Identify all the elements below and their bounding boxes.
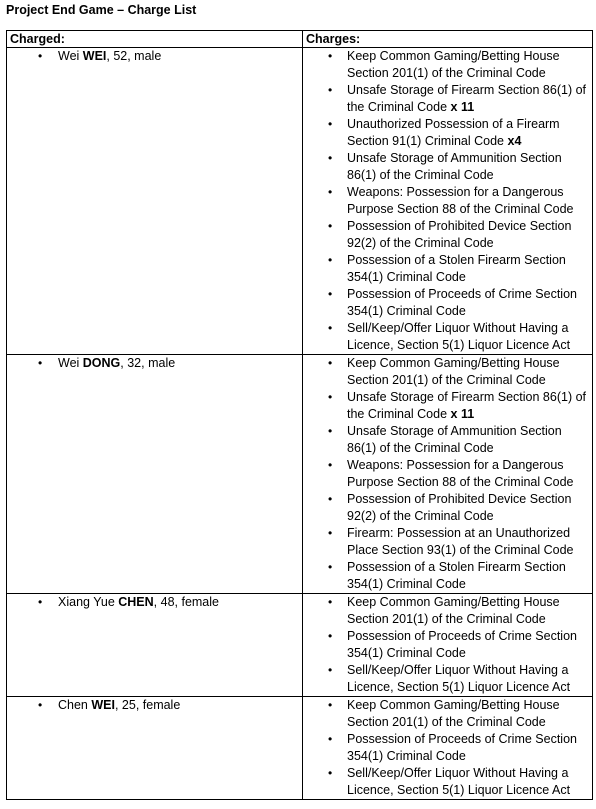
person-first-name: Xiang Yue [58,595,119,609]
charge-item [303,286,592,320]
bullet-icon: • [328,117,333,131]
bullet-icon: • [328,698,333,712]
bullet-icon: • [38,356,43,370]
document-title: Project End Game – Charge List [6,3,197,17]
person-last-name: WEI [82,49,107,63]
charge-text: Possession of Prohibited Device Section 92(2) of the Criminal Code [347,219,572,250]
charge-item [303,389,592,423]
table-row [7,594,593,697]
bullet-icon: • [328,83,333,97]
bullet-icon: • [328,526,333,540]
charge-item [303,48,592,82]
person-last-name: WEI [91,698,115,712]
person-first-name: Chen [58,698,92,712]
charge-item [303,116,592,150]
charged-person-list [7,48,302,65]
charge-item [303,150,592,184]
bullet-icon: • [328,185,333,199]
charge-text: Possession of Proceeds of Crime Section 354(1) Criminal Code [347,629,577,660]
charge-item [303,662,592,696]
charge-text: Unsafe Storage of Ammunition Section 86(1) of the Criminal Code [347,151,562,182]
charge-item [303,525,592,559]
charges-list [303,697,592,799]
charge-text: Keep Common Gaming/Betting House Section 201(1) of the Criminal Code [347,49,560,80]
charge-text: Weapons: Possession for a Dangerous Purpose Section 88 of the Criminal Code [347,458,574,489]
bullet-icon: • [328,424,333,438]
person-age-sex: , 48, female [153,595,219,609]
bullet-icon: • [328,595,333,609]
person-age-sex: , 32, male [120,356,176,370]
bullet-icon: • [38,698,43,712]
charge-item [303,628,592,662]
charge-item [303,731,592,765]
charge-text: Keep Common Gaming/Betting House Section 201(1) of the Criminal Code [347,698,560,729]
charge-item [303,218,592,252]
header-row [7,31,593,48]
bullet-icon: • [328,492,333,506]
charge-text: Weapons: Possession for a Dangerous Purpose Section 88 of the Criminal Code [347,185,574,216]
bullet-icon: • [328,766,333,780]
bullet-icon: • [38,595,43,609]
charge-text: Possession of Proceeds of Crime Section 354(1) Criminal Code [347,732,577,763]
charges-list [303,355,592,593]
charged-person-list [7,355,302,372]
charged-person-cell [7,697,303,800]
charge-text: Keep Common Gaming/Betting House Section 201(1) of the Criminal Code [347,356,560,387]
charged-person [7,48,302,65]
bullet-icon: • [328,219,333,233]
charge-item [303,252,592,286]
charge-text: Possession of a Stolen Firearm Section 354(1) Criminal Code [347,253,566,284]
charge-item [303,82,592,116]
charges-list [303,594,592,696]
charge-list-table [6,30,593,800]
person-age-sex: , 52, male [106,49,162,63]
charged-person-cell [7,48,303,355]
charged-person-cell [7,355,303,594]
bullet-icon: • [328,663,333,677]
person-first-name: Wei [58,356,83,370]
bullet-icon: • [328,287,333,301]
bullet-icon: • [328,356,333,370]
bullet-icon: • [328,253,333,267]
bullet-icon: • [328,390,333,404]
charge-item [303,765,592,799]
bullet-icon: • [328,458,333,472]
charged-person-cell [7,594,303,697]
person-last-name: CHEN [118,595,154,609]
charged-person [7,355,302,372]
charges-cell [303,594,593,697]
bullet-icon: • [328,560,333,574]
bullet-icon: • [328,151,333,165]
charge-text: Possession of Proceeds of Crime Section 354(1) Criminal Code [347,287,577,318]
charge-item [303,320,592,354]
charge-text: Unsafe Storage of Firearm Section 86(1) of the Criminal Code [347,83,587,114]
charge-text: Possession of a Stolen Firearm Section 354(1) Criminal Code [347,560,566,591]
charge-item [303,355,592,389]
charged-person-list [7,697,302,714]
charge-count: x 11 [450,100,475,114]
charge-text: Keep Common Gaming/Betting House Section 201(1) of the Criminal Code [347,595,560,626]
charge-item [303,423,592,457]
charge-item [303,184,592,218]
person-age-sex: , 25, female [114,698,181,712]
person-last-name: DONG [82,356,121,370]
charges-header: Charges: [303,31,593,48]
bullet-icon: • [328,629,333,643]
person-first-name: Wei [58,49,83,63]
charge-count: x 11 [450,407,475,421]
charge-count: x4 [507,134,522,148]
charge-text: Sell/Keep/Offer Liquor Without Having a Licence, Section 5(1) Liquor Licence Act [347,766,571,797]
charge-text: Possession of Prohibited Device Section 92(2) of the Criminal Code [347,492,572,523]
charges-list [303,48,592,354]
bullet-icon: • [328,732,333,746]
charge-item [303,594,592,628]
charged-person [7,594,302,611]
table-row [7,697,593,800]
charge-item [303,559,592,593]
charge-text: Unsafe Storage of Ammunition Section 86(1) of the Criminal Code [347,424,562,455]
charge-text: Unsafe Storage of Firearm Section 86(1) of the Criminal Code [347,390,587,421]
table-row [7,48,593,355]
charge-text: Sell/Keep/Offer Liquor Without Having a Licence, Section 5(1) Liquor Licence Act [347,321,571,352]
charge-item [303,697,592,731]
charge-item [303,457,592,491]
charge-item [303,491,592,525]
charged-header: Charged: [7,31,303,48]
charge-text: Unauthorized Possession of a Firearm Section 91(1) Criminal Code [347,117,560,148]
charged-person-list [7,594,302,611]
bullet-icon: • [328,321,333,335]
charges-cell [303,697,593,800]
charges-cell [303,48,593,355]
charge-text: Firearm: Possession at an Unauthorized Place Section 93(1) of the Criminal Code [347,526,574,557]
charged-person [7,697,302,714]
bullet-icon: • [38,49,43,63]
charge-text: Sell/Keep/Offer Liquor Without Having a Licence, Section 5(1) Liquor Licence Act [347,663,571,694]
table-row [7,355,593,594]
bullet-icon: • [328,49,333,63]
charges-cell [303,355,593,594]
